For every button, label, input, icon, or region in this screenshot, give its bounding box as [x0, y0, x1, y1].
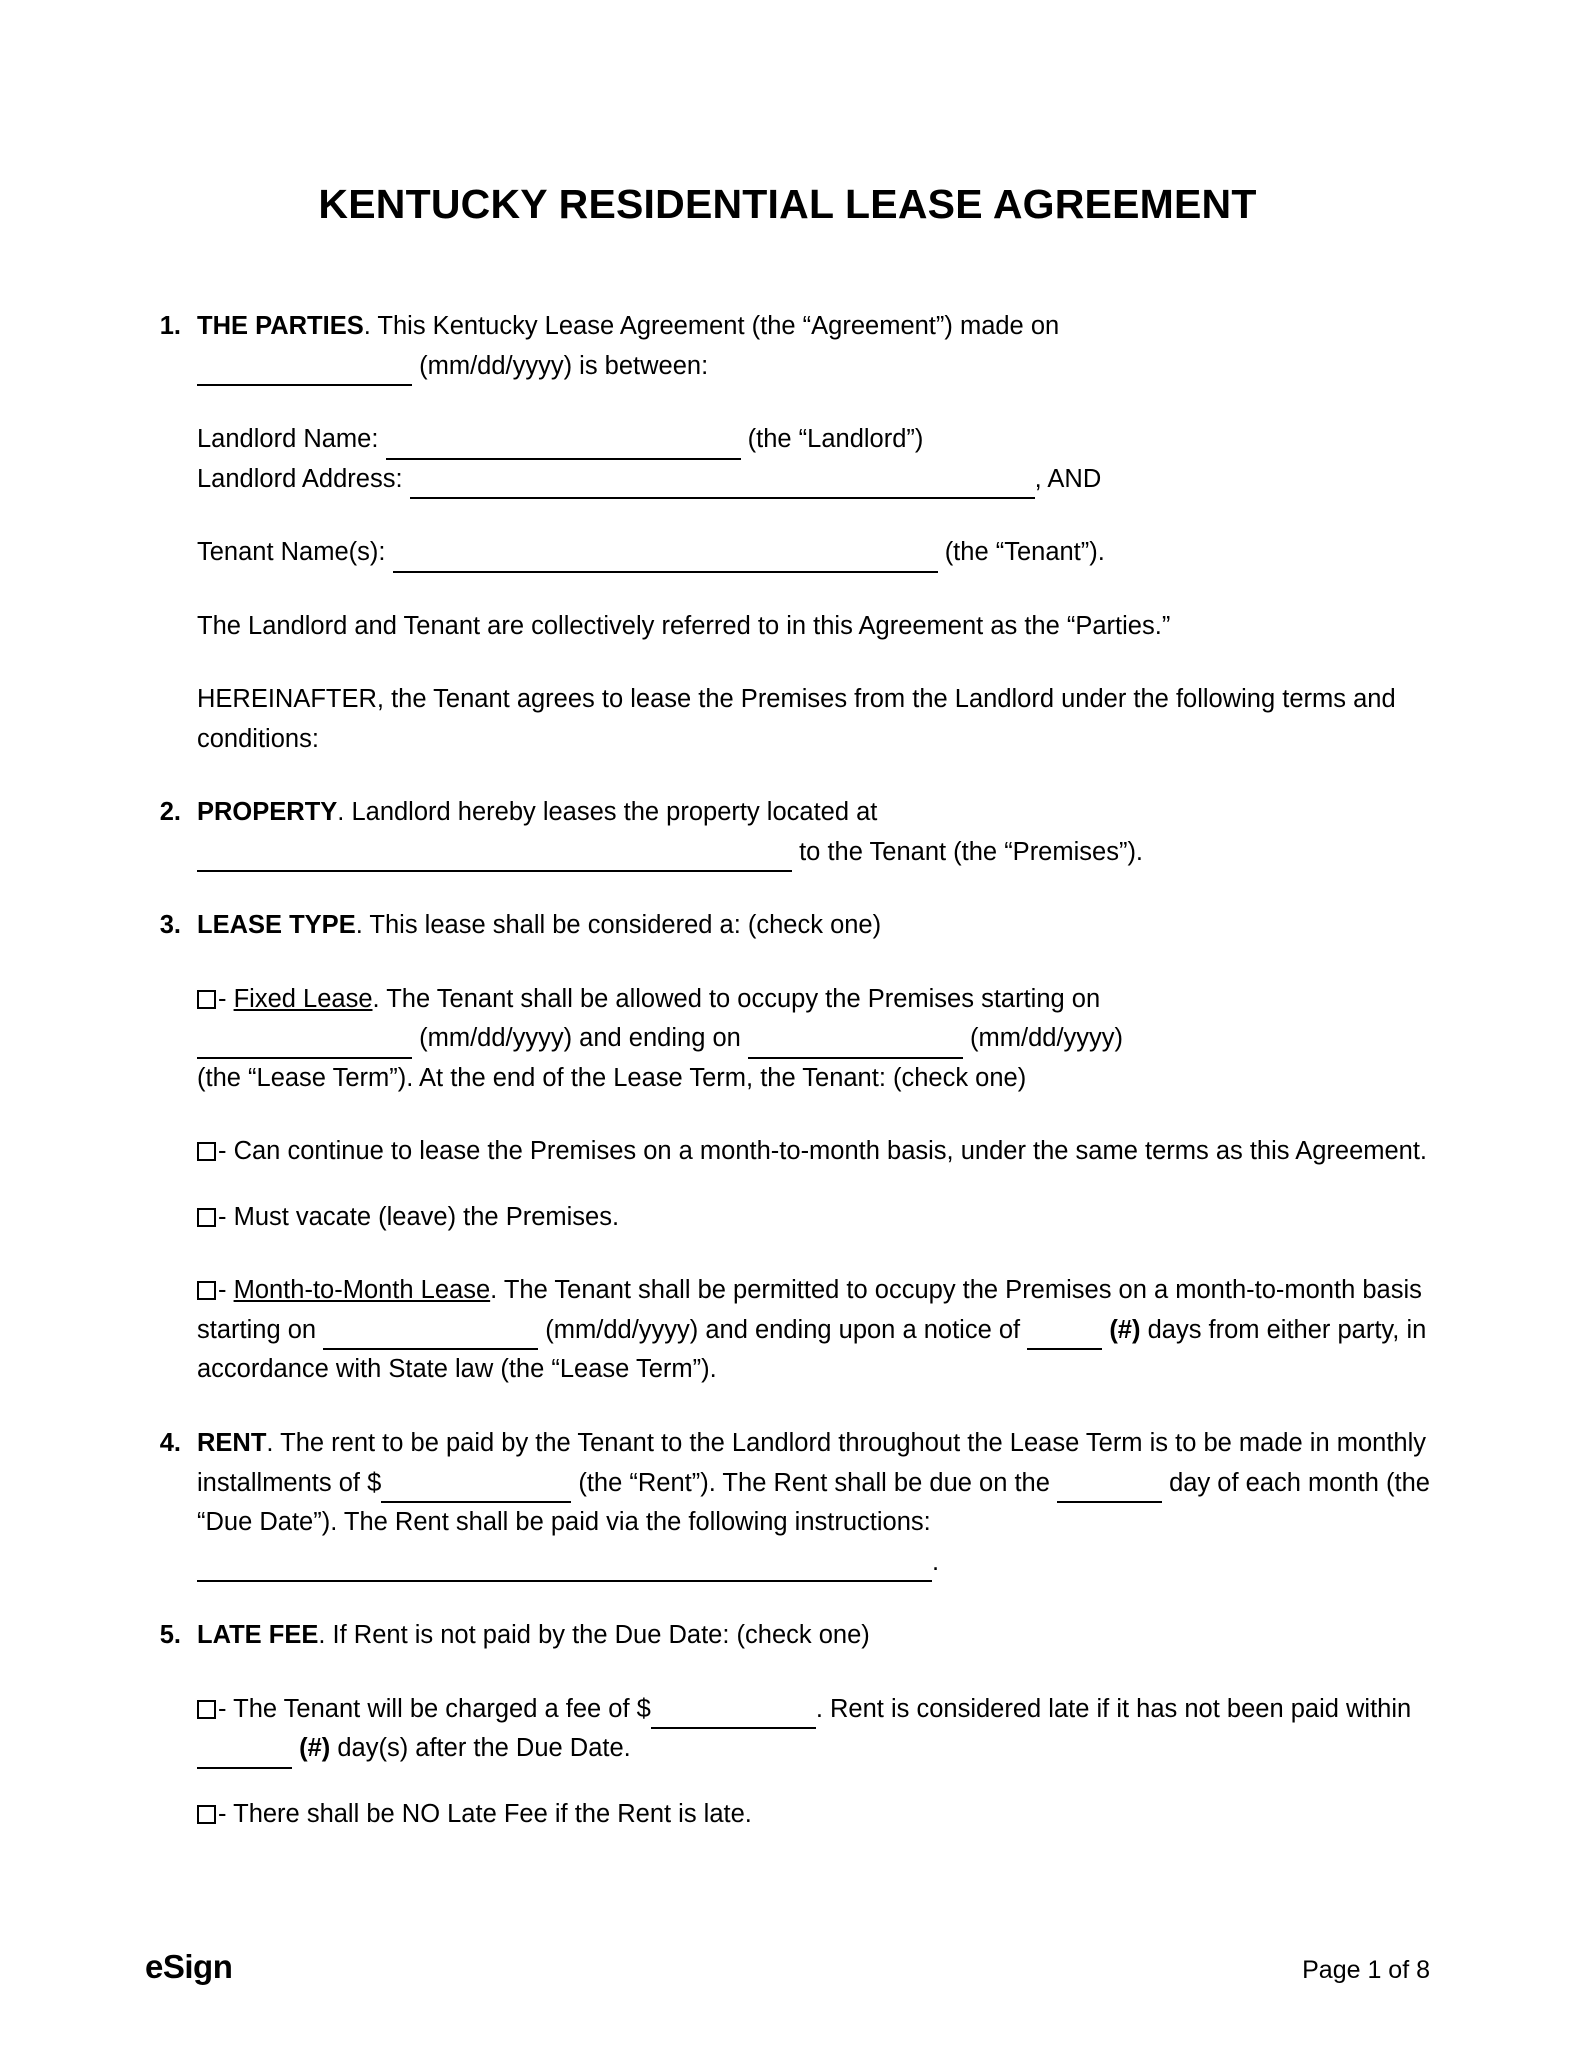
property-text [197, 793, 1430, 872]
landlord-name-suffix: (the “Landlord”) [747, 425, 924, 454]
late-fee-option-text-3: day(s) after the Due Date. [337, 1734, 631, 1763]
landlord-address-label: Landlord Address: [197, 464, 403, 493]
rent-heading: RENT [197, 1428, 267, 1457]
clause-number: 2. [159, 798, 181, 827]
fixed-lease-text-4: (the “Lease Term”). At the end of the Lease Term, the Tenant: (check one) [197, 1063, 1027, 1092]
month-to-month-notice-days-field[interactable] [1027, 1322, 1102, 1351]
fixed-lease-end-date-field[interactable] [748, 1030, 963, 1059]
rent-due-day-field[interactable] [1057, 1474, 1162, 1503]
late-fee-option-text-1: - The Tenant will be charged a fee of $ [218, 1694, 651, 1723]
parties-collective-text: The Landlord and Tenant are collectively referred to in this Agreement as the “Parties.” [197, 611, 1171, 640]
must-vacate-checkbox[interactable] [197, 1208, 216, 1227]
tenant-name-label: Tenant Name(s): [197, 538, 386, 567]
fixed-lease-dash: - [218, 984, 234, 1013]
month-to-month-option [197, 1271, 1430, 1390]
late-fee-instruction: . If Rent is not paid by the Due Date: (check one) [318, 1621, 870, 1650]
fixed-lease-text-3: (mm/dd/yyyy) [970, 1024, 1124, 1053]
parties-hereinafter-text: HEREINAFTER, the Tenant agrees to lease the Premises from the Landlord under the following terms and conditions: [197, 685, 1396, 753]
fixed-lease-text-1: . The Tenant shall be allowed to occupy the Premises starting on [372, 984, 1101, 1013]
clause-number: 1. [159, 312, 181, 341]
late-fee-charged-checkbox[interactable] [197, 1700, 216, 1719]
month-to-month-text-1: . The Tenant shall be permitted to occupy the Premises on a month-to-month basis starting on [197, 1276, 1422, 1344]
tenant-name-field[interactable] [393, 544, 938, 573]
tenant-name-suffix: (the “Tenant”). [944, 538, 1105, 567]
lease-type-text [197, 906, 1430, 946]
late-fee-hash: (#) [299, 1734, 331, 1763]
page-number: Page 1 of 8 [1302, 1956, 1430, 1984]
late-fee-text [197, 1616, 1430, 1656]
clause-number: 3. [159, 911, 181, 940]
rent-text-3: day of each month (the “Due Date”). The Rent shall be paid via the following instructions: [197, 1468, 1430, 1537]
rent-text [197, 1424, 1430, 1582]
no-late-fee-checkbox[interactable] [197, 1805, 216, 1824]
clause-the-parties [145, 307, 1430, 759]
late-fee-grace-days-field[interactable] [197, 1740, 292, 1769]
fixed-lease-option [197, 980, 1430, 1099]
month-to-month-hash: (#) [1109, 1315, 1141, 1344]
fixed-lease-start-date-field[interactable] [197, 1030, 412, 1059]
document-body [145, 307, 1430, 1834]
fixed-lease-text-2: (mm/dd/yyyy) and ending on [419, 1024, 741, 1053]
property-heading: PROPERTY [197, 798, 338, 827]
continue-month-to-month-label: - Can continue to lease the Premises on a month-to-month basis, under the same terms as this Agreement. [218, 1137, 1428, 1166]
brand-suffix: Sign [162, 1948, 233, 1985]
parties-intro-text: . This Kentucky Lease Agreement (the “Agreement”) made on [363, 312, 1060, 341]
parties-intro [197, 307, 1430, 386]
fixed-lease-vacate-option [197, 1198, 1430, 1238]
tenant-name-row [197, 533, 1430, 573]
parties-heading: THE PARTIES [197, 312, 364, 341]
landlord-address-suffix: , AND [1034, 464, 1102, 493]
fixed-lease-continue-option [197, 1132, 1430, 1172]
lease-type-instruction: . This lease shall be considered a: (check one) [355, 911, 882, 940]
brand-logo [145, 1948, 232, 1986]
month-to-month-checkbox[interactable] [197, 1281, 216, 1300]
landlord-name-label: Landlord Name: [197, 425, 379, 454]
parties-date-suffix: (mm/dd/yyyy) is between: [419, 351, 709, 380]
late-fee-heading: LATE FEE [197, 1621, 319, 1650]
rent-amount-field[interactable] [381, 1474, 571, 1503]
must-vacate-label: - Must vacate (leave) the Premises. [218, 1202, 620, 1231]
clause-lease-type [145, 906, 1430, 1390]
month-to-month-dash: - [218, 1276, 234, 1305]
clause-rent [145, 1424, 1430, 1582]
clause-property [145, 793, 1430, 872]
clause-number: 4. [159, 1428, 181, 1457]
rent-instructions-field[interactable] [197, 1553, 932, 1582]
landlord-address-field[interactable] [410, 470, 1035, 499]
clause-number: 5. [159, 1621, 181, 1650]
property-text-after: to the Tenant (the “Premises”). [799, 837, 1144, 866]
fixed-lease-label: Fixed Lease [233, 984, 373, 1013]
no-late-fee-label: - There shall be NO Late Fee if the Rent is late. [218, 1799, 752, 1828]
no-late-fee-option [197, 1795, 1430, 1835]
brand-prefix: e [145, 1948, 163, 1985]
clause-late-fee [145, 1616, 1430, 1834]
landlord-name-row [197, 420, 1430, 460]
month-to-month-label: Month-to-Month Lease [233, 1276, 491, 1305]
property-text-before: . Landlord hereby leases the property located at [337, 798, 878, 827]
fixed-lease-checkbox[interactable] [197, 990, 216, 1009]
page-footer [145, 1948, 1430, 1986]
rent-text-2: (the “Rent”). The Rent shall be due on the [578, 1468, 1050, 1497]
rent-text-4: . [932, 1547, 940, 1576]
late-fee-amount-field[interactable] [651, 1700, 816, 1729]
month-to-month-text-2: (mm/dd/yyyy) and ending upon a notice of [545, 1315, 1021, 1344]
month-to-month-text-3: days from either party, in accordance with State law (the “Lease Term”). [197, 1315, 1427, 1384]
month-to-month-start-date-field[interactable] [323, 1322, 538, 1351]
property-address-field[interactable] [197, 844, 792, 873]
lease-type-heading: LEASE TYPE [197, 911, 356, 940]
parties-date-field[interactable] [197, 357, 412, 386]
late-fee-charged-option [197, 1690, 1430, 1769]
continue-month-to-month-checkbox[interactable] [197, 1142, 216, 1161]
page-title: KENTUCKY RESIDENTIAL LEASE AGREEMENT [318, 181, 1257, 227]
landlord-address-row [197, 460, 1430, 500]
rent-text-1: . The rent to be paid by the Tenant to the Landlord throughout the Lease Term is to be made in monthly installments of $ [197, 1428, 1427, 1497]
landlord-name-field[interactable] [386, 431, 741, 460]
late-fee-option-text-2: . Rent is considered late if it has not been paid within [815, 1694, 1412, 1723]
